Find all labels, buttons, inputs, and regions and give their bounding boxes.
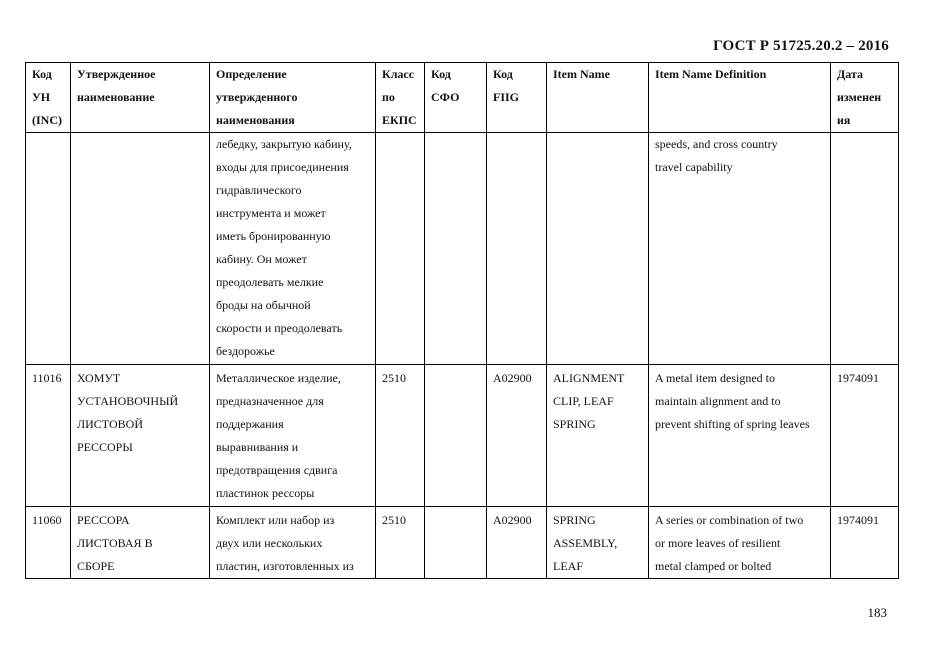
cell-fiig-code: A02900	[487, 365, 547, 507]
cell-sfo-code	[425, 133, 487, 365]
cell-ekps-class: 2510	[376, 365, 425, 507]
document-standard-header: ГОСТ Р 51725.20.2 – 2016	[713, 38, 889, 54]
cell-sfo-code	[425, 365, 487, 507]
cell-item-name-definition: A metal item designed to maintain alignment and to prevent shifting of spring leaves	[649, 365, 831, 507]
cell-ekps-class: 2510	[376, 507, 425, 579]
cell-fiig-code	[487, 133, 547, 365]
column-header-name-definition: Определение утвержденного наименования	[210, 63, 376, 133]
column-header-item-name: Item Name	[547, 63, 649, 133]
cell-fiig-code: A02900	[487, 507, 547, 579]
column-header-item-name-definition: Item Name Definition	[649, 63, 831, 133]
cell-name-definition: лебедку, закрытую кабину, входы для присоединения гидравлического инструмента и может иметь бронированную кабину. Он может преодолевать мелкие броды на обычной скорости и преодолевать бездорожье	[210, 133, 376, 365]
cell-name-definition: Комплект или набор из двух или нескольких пластин, изготовленных из	[210, 507, 376, 579]
cell-change-date	[831, 133, 899, 365]
table-header-row	[26, 63, 899, 133]
cell-name-definition: Металлическое изделие, предназначенное для поддержания выравнивания и предотвращения сдвига пластинок рессоры	[210, 365, 376, 507]
item-name-register-table	[25, 62, 899, 579]
column-header-change-date: Дата изменен ия	[831, 63, 899, 133]
cell-inc-code: 11060	[26, 507, 71, 579]
cell-change-date: 1974091	[831, 365, 899, 507]
cell-item-name	[547, 133, 649, 365]
column-header-approved-name: Утвержденное наименование	[71, 63, 210, 133]
page-number: 183	[867, 605, 887, 620]
column-header-sfo-code: Код СФО	[425, 63, 487, 133]
cell-inc-code: 11016	[26, 365, 71, 507]
cell-approved-name	[71, 133, 210, 365]
table-row	[26, 133, 899, 365]
cell-inc-code	[26, 133, 71, 365]
cell-change-date: 1974091	[831, 507, 899, 579]
cell-item-name-definition: A series or combination of two or more leaves of resilient metal clamped or bolted	[649, 507, 831, 579]
cell-item-name-definition: speeds, and cross country travel capability	[649, 133, 831, 365]
table-row	[26, 365, 899, 507]
column-header-ekps-class: Класс по ЕКПС	[376, 63, 425, 133]
cell-sfo-code	[425, 507, 487, 579]
table-row	[26, 507, 899, 579]
cell-approved-name: ХОМУТ УСТАНОВОЧНЫЙ ЛИСТОВОЙ РЕССОРЫ	[71, 365, 210, 507]
column-header-inc-code: Код УН (INC)	[26, 63, 71, 133]
cell-item-name: SPRING ASSEMBLY, LEAF	[547, 507, 649, 579]
column-header-fiig-code: Код FIIG	[487, 63, 547, 133]
cell-ekps-class	[376, 133, 425, 365]
cell-item-name: ALIGNMENT CLIP, LEAF SPRING	[547, 365, 649, 507]
cell-approved-name: РЕССОРА ЛИСТОВАЯ В СБОРЕ	[71, 507, 210, 579]
